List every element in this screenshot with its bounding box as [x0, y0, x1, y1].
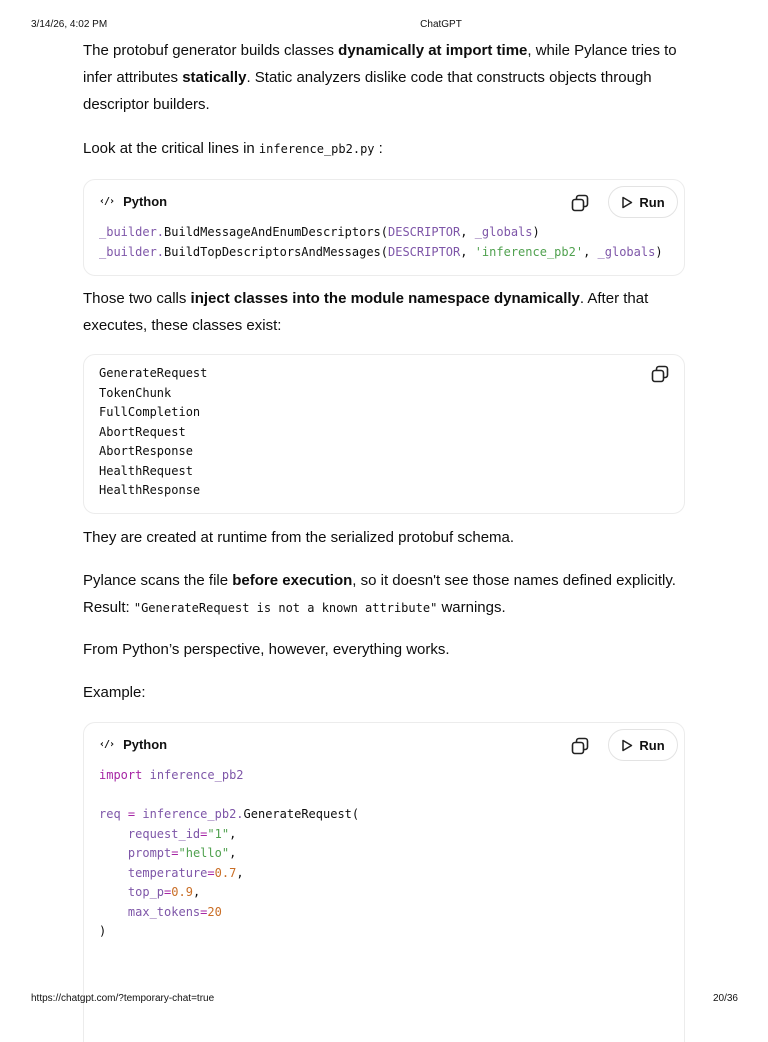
play-icon — [621, 196, 633, 209]
print-url: https://chatgpt.com/?temporary-chat=true — [31, 993, 215, 1004]
copy-code-button[interactable] — [570, 193, 590, 213]
code-block-header — [84, 723, 684, 767]
paragraph: Those two calls inject classes into the module namespace dynamically. After that executes, these classes exist: — [83, 290, 649, 334]
code-language-label: ‹/› Python — [99, 737, 168, 752]
copy-icon — [570, 193, 590, 213]
paragraph: Example: — [83, 684, 146, 701]
paragraph: The protobuf generator builds classes dynamically at import time, while Pylance tries to infer attributes statically. Static analyzers dislike code that constructs objects through descriptor builders. — [83, 42, 677, 113]
print-title: ChatGPT — [420, 19, 462, 30]
print-header — [0, 19, 768, 33]
code-line: HealthRequest — [99, 463, 193, 478]
paragraph: Look at the critical lines in inference_pb2.py : — [83, 140, 383, 157]
paragraph: From Python’s perspective, however, everything works. — [83, 641, 450, 658]
print-page-number: 20/36 — [712, 993, 738, 1004]
print-date: 3/14/26, 4:02 PM — [31, 19, 108, 30]
play-icon — [621, 739, 633, 752]
code-line: FullCompletion — [99, 405, 201, 419]
code-block-header — [84, 180, 684, 224]
paragraph: Pylance scans the file before execution, so it doesn't see those names defined explicitly. Result: "GenerateRequest is not a known attribute" warnings. — [83, 572, 676, 616]
run-code-button[interactable]: Run — [608, 729, 678, 761]
code-line: HealthResponse — [99, 483, 201, 497]
code-brackets-icon: ‹/› — [99, 739, 115, 750]
code-line: AbortRequest — [99, 424, 186, 439]
print-footer — [0, 993, 768, 1007]
code-line: TokenChunk — [99, 385, 172, 400]
code-line: AbortResponse — [99, 444, 193, 458]
run-code-button[interactable]: Run — [608, 186, 678, 218]
paragraph: They are created at runtime from the serialized protobuf schema. — [83, 529, 515, 546]
code-content: _builder.BuildMessageAndEnumDescriptors(DESCRIPTOR, _globals) _builder.BuildTopDescriptorsAndMessages(DESCRIPTOR, 'inference_pb2', _globals) — [99, 225, 663, 259]
code-block-plain — [83, 354, 685, 514]
copy-icon — [650, 364, 670, 384]
inline-code: inference_pb2.py — [258, 142, 375, 156]
code-language-label: ‹/› Python — [99, 194, 168, 209]
code-line: GenerateRequest — [99, 366, 208, 380]
copy-icon — [570, 736, 590, 756]
code-block-python — [83, 179, 685, 276]
copy-code-button[interactable] — [650, 364, 670, 384]
code-content: import inference_pb2 req = inference_pb2.GenerateRequest( request_id="1", prompt="hello", temperature=0.7, top_p=0.9, max_tokens=20 ) — [99, 768, 360, 938]
inline-code: "GenerateRequest is not a known attribute" — [133, 601, 438, 615]
code-content — [99, 364, 207, 501]
code-brackets-icon: ‹/› — [99, 196, 115, 207]
copy-code-button[interactable] — [570, 736, 590, 756]
